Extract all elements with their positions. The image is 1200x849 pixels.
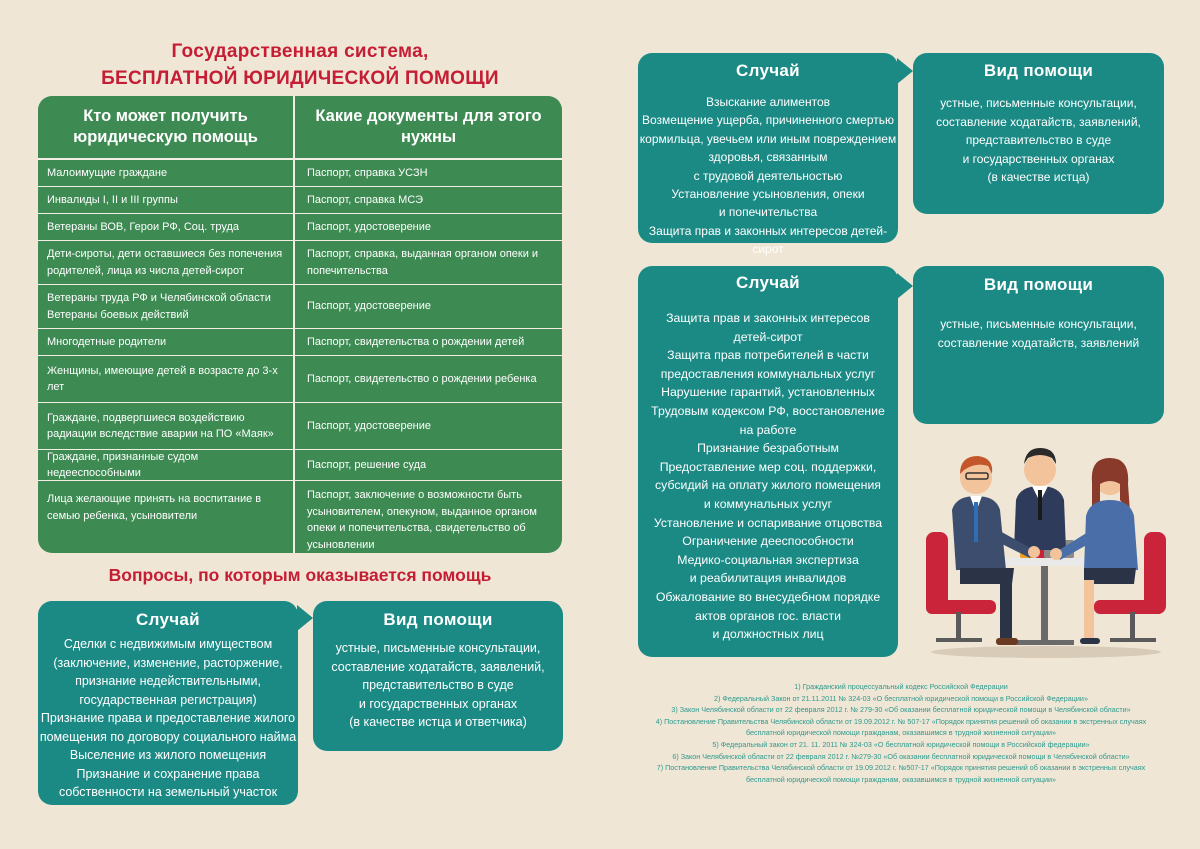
case-card-body	[38, 635, 298, 802]
case-line: Защита прав и законных интересов детей-сирот	[648, 223, 888, 257]
footnote: бесплатной юридической помощи гражданам, оказавшимся в трудной жизненной ситуации»	[745, 728, 1057, 738]
case-line: и попечительства	[718, 205, 818, 220]
case-card-body	[638, 309, 898, 644]
case-line: и коммунальных услуг	[703, 496, 833, 511]
help-line: (в качестве истца)	[987, 170, 1090, 184]
cell-docs: Паспорт, удостоверение	[307, 419, 432, 432]
cell-who: Ветераны ВОВ, Герои РФ, Соц. труда	[38, 214, 295, 240]
arrow-right-icon	[897, 58, 913, 84]
table-row	[38, 285, 562, 329]
case-line: и реабилитация инвалидов	[689, 571, 847, 586]
case-line: собственности на земельный участок	[58, 785, 278, 799]
header-who: Кто может получить юридическую помощь	[38, 96, 295, 158]
case-line: с трудовой деятельностью	[693, 168, 843, 183]
cell-who: Малоимущие граждане	[38, 160, 295, 186]
help-card-body	[313, 639, 563, 732]
footnote: 6) Закон Челябинской области от 22 февраля 2012 г. №279-30 «Об оказании бесплатной юридической помощи в Челябинской области»	[672, 751, 1130, 761]
footnote: 3) Закон Челябинской области от 22 февраля 2012 г. № 279-30 «Об оказании бесплатной юридической помощи в Челябинской области»	[671, 705, 1131, 715]
help-line: устные, письменные консультации,	[940, 317, 1137, 331]
cell-who: Дети-сироты, дети оставшиеся без попечения родителей, лица из числа детей-сирот	[38, 241, 295, 284]
case-line: Сделки с недвижимым имуществом	[63, 637, 273, 651]
case-card-property	[38, 601, 298, 805]
help-card-orphans	[913, 266, 1164, 424]
case-card-title: Случай	[136, 610, 200, 629]
table-body	[38, 160, 562, 553]
cell-who: Женщины, имеющие детей в возрасте до 3-х лет	[38, 356, 295, 402]
table-row	[38, 187, 562, 214]
help-card-alimony	[913, 53, 1164, 214]
help-line: устные, письменные консультации,	[940, 96, 1137, 110]
cell-docs: Паспорт, свидетельство о рождении ребенка	[307, 372, 537, 385]
case-line: Установление и оспаривание отцовства	[653, 515, 883, 530]
case-line: Ограничение дееспособности	[682, 534, 854, 549]
footnote: 5) Федеральный закон от 21. 11. 2011 № 324-03 «О бесплатной юридической помощи в Российской федерации»	[712, 739, 1090, 749]
case-line: помещения по договору социального найма	[39, 729, 297, 744]
footnote: 7) Постановление Правительства Челябинской области от 19.09.2012 г. №507-17 «Порядок принятия решений об оказании в экстренных случаях	[656, 763, 1146, 773]
help-line: и государственных органах	[962, 151, 1115, 166]
case-line: Признание безработным	[697, 441, 839, 456]
case-card-title: Случай	[736, 273, 800, 292]
cell-docs: Паспорт, свидетельства о рождении детей	[307, 335, 525, 348]
table-row	[38, 241, 562, 285]
help-line: и государственных органах	[358, 696, 518, 711]
help-card-title: Вид помощи	[383, 610, 493, 629]
help-line: составление ходатайств, заявлений,	[936, 114, 1141, 129]
case-line: субсидий на оплату жилого помещения	[655, 478, 881, 493]
footnote: 2) Федеральный Закон от 21.11.2011 № 324-03 «О бесплатной юридической помощи в Российской Федерации»	[714, 693, 1088, 703]
table-row	[38, 160, 562, 187]
help-line: (в качестве истца и ответчика)	[349, 715, 527, 729]
title-line-2: БЕСПЛАТНОЙ ЮРИДИЧЕСКОЙ ПОМОЩИ	[101, 68, 499, 89]
cell-who: Ветераны труда РФ и Челябинской области Ветераны боевых действий	[38, 285, 295, 328]
help-card-title: Вид помощи	[983, 61, 1094, 80]
eligibility-table	[38, 96, 562, 553]
arrow-right-icon	[897, 273, 913, 299]
cell-docs: Паспорт, справка МСЭ	[307, 193, 424, 206]
cell-docs: Паспорт, справка УСЗН	[307, 166, 428, 179]
case-line: Установление усыновления, опеки	[671, 187, 865, 202]
help-line: составление ходатайств, заявлений,	[331, 659, 545, 674]
case-card-orphans	[638, 266, 898, 657]
case-line: государственная регистрация)	[79, 692, 257, 707]
header-docs: Какие документы для этого нужны	[315, 107, 542, 146]
case-line: предоставления коммунальных услуг	[660, 366, 876, 381]
cell-docs: Паспорт, справка, выданная органом опеки и попечительства	[307, 248, 539, 277]
cell-who: Многодетные родители	[38, 329, 295, 355]
title-line-1: Государственная система,	[171, 41, 429, 62]
table-header	[38, 96, 562, 160]
case-line: Взыскание алиментов	[706, 95, 830, 109]
case-line: детей-сирот	[733, 329, 803, 344]
case-line: кормильца, увечьем или иным повреждением	[639, 131, 897, 146]
cell-docs: Паспорт, удостоверение	[307, 220, 432, 233]
help-card-property	[313, 601, 563, 751]
case-line: Признание права и предоставление жилого	[40, 711, 296, 725]
table-row	[38, 356, 562, 403]
case-card-title: Случай	[736, 61, 800, 80]
table-row	[38, 481, 562, 553]
help-card-body	[913, 94, 1164, 187]
case-line: Возмещение ущерба, причиненного смертью	[641, 113, 894, 128]
cell-who: Инвалиды I, II и III группы	[38, 187, 295, 213]
questions-heading: Вопросы, по которым оказывается помощь	[108, 565, 492, 585]
case-line: Защита прав и законных интересов	[666, 311, 870, 325]
help-card-title: Вид помощи	[983, 275, 1094, 294]
page-title	[40, 38, 560, 92]
footnote: бесплатной юридической помощи гражданам, оказавшимся в трудной жизненной ситуации»	[745, 774, 1057, 784]
case-line: Предоставление мер соц. поддержки,	[659, 459, 877, 474]
help-line: составление ходатайств, заявлений	[937, 335, 1140, 350]
case-card-alimony	[638, 53, 898, 257]
case-line: Признание и сохранение права	[76, 766, 260, 781]
help-card-body	[913, 315, 1164, 352]
footnote: 4) Постановление Правительства Челябинской области от 19.09.2012 г. № 507-17 «Порядок принятия решений об оказании в экстренных случаях	[655, 716, 1147, 726]
business-people-illustration	[916, 440, 1178, 662]
table-row	[38, 403, 562, 450]
man-left-icon	[952, 456, 1034, 645]
case-line: признание недействительными,	[75, 674, 261, 688]
case-line: Трудовым кодексом РФ, восстановление	[651, 403, 885, 418]
case-line: Обжалование во внесудебном порядке	[655, 589, 881, 604]
cell-docs: Паспорт, заключение о возможности быть усыновителем, опекуном, выданное органом опеки и попечительства, свидетельство об усыновлении	[307, 489, 537, 551]
footnotes	[636, 681, 1166, 785]
case-line: Медико-социальная экспертиза	[677, 552, 859, 567]
cell-who: Граждане, подвергшиеся воздействию радиации вследствие аварии на ПО «Маяк»	[38, 403, 295, 449]
case-line: здоровья, связанным	[708, 150, 828, 165]
table-row	[38, 214, 562, 241]
cell-docs: Паспорт, удостоверение	[307, 300, 432, 313]
case-line: актов органов гос. власти	[695, 608, 841, 623]
arrow-right-icon	[297, 605, 313, 631]
help-line: представительство в суде	[362, 678, 514, 692]
help-line: представительство в суде	[965, 133, 1112, 147]
case-line: и должностных лиц	[712, 627, 824, 642]
case-card-body	[638, 93, 898, 259]
case-line: (заключение, изменение, расторжение,	[53, 655, 283, 670]
cell-who: Граждане, признанные судом недееспособными	[38, 450, 295, 480]
footnote: 1) Гражданский процессуальный кодекс Российской Федерации	[794, 682, 1008, 691]
table-row	[38, 329, 562, 356]
case-line: Защита прав потребителей в части	[667, 348, 869, 363]
cell-who: Лица желающие принять на воспитание в семью ребенка, усыновители	[38, 481, 295, 553]
case-line: Выселение из жилого помещения	[69, 748, 267, 762]
help-line: устные, письменные консультации,	[335, 641, 541, 655]
man-middle-icon	[1014, 448, 1066, 550]
woman-right-icon	[1056, 458, 1138, 644]
cell-docs: Паспорт, решение суда	[307, 458, 427, 471]
table-row	[38, 450, 562, 481]
case-line: на работе	[739, 422, 797, 437]
case-line: Нарушение гарантий, установленных	[661, 385, 875, 400]
